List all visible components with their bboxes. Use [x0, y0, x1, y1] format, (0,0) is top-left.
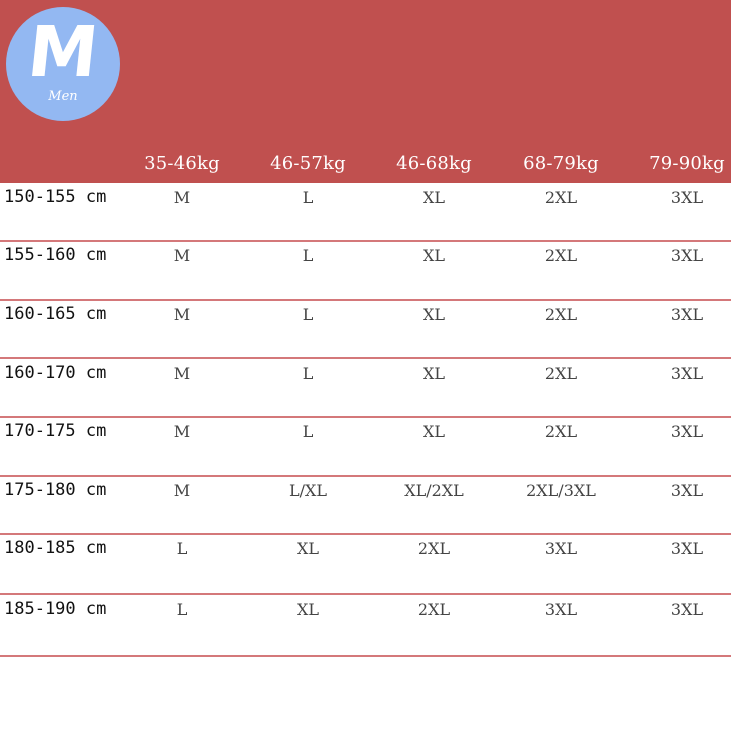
logo-subtitle: Men [48, 89, 78, 104]
size-cell: XL/2XL [404, 481, 464, 500]
size-cell: 2XL [544, 246, 578, 265]
size-cell: XL [296, 600, 319, 619]
row-height-label: 170-175 cm [4, 421, 107, 441]
size-cell: 2XL [544, 364, 578, 383]
size-cell: M [173, 422, 191, 441]
size-cell: 2XL [544, 305, 578, 324]
size-cell: L [176, 539, 188, 558]
size-cell: XL [422, 246, 445, 265]
size-cell: 3XL [670, 422, 704, 441]
row-divider [0, 299, 731, 301]
row-height-label: 155-160 cm [4, 245, 107, 265]
size-cell: 3XL [670, 481, 704, 500]
row-height-label: 185-190 cm [4, 599, 107, 619]
size-cell: M [173, 364, 191, 383]
size-cell: 3XL [544, 600, 578, 619]
size-cell: 3XL [670, 364, 704, 383]
size-cell: 3XL [670, 305, 704, 324]
size-cell: L [302, 364, 314, 383]
column-header: 79-90kg [649, 153, 725, 174]
brand-logo [6, 7, 120, 121]
size-cell: L [302, 305, 314, 324]
size-cell: M [173, 305, 191, 324]
row-divider [0, 240, 731, 242]
column-header: 68-79kg [523, 153, 599, 174]
row-height-label: 175-180 cm [4, 480, 107, 500]
size-cell: 2XL [417, 600, 451, 619]
row-height-label: 160-170 cm [4, 363, 107, 383]
size-cell: L/XL [288, 481, 328, 500]
size-cell: 3XL [670, 539, 704, 558]
size-cell: 3XL [670, 246, 704, 265]
logo-letter: M [23, 11, 103, 93]
size-cell: L [176, 600, 188, 619]
size-cell: XL [296, 539, 319, 558]
row-height-label: 180-185 cm [4, 538, 107, 558]
size-cell: 3XL [544, 539, 578, 558]
size-cell: XL [422, 188, 445, 207]
size-cell: L [302, 422, 314, 441]
column-header: 46-68kg [396, 153, 472, 174]
size-cell: M [173, 246, 191, 265]
size-cell: 2XL [544, 188, 578, 207]
column-header: 35-46kg [144, 153, 220, 174]
column-header: 46-57kg [270, 153, 346, 174]
row-height-label: 160-165 cm [4, 304, 107, 324]
size-cell: 3XL [670, 188, 704, 207]
row-divider [0, 593, 731, 595]
size-cell: M [173, 481, 191, 500]
size-cell: 2XL/3XL [526, 481, 596, 500]
size-cell: XL [422, 422, 445, 441]
row-divider [0, 533, 731, 535]
size-cell: 2XL [417, 539, 451, 558]
row-divider [0, 475, 731, 477]
size-cell: 3XL [670, 600, 704, 619]
row-divider [0, 655, 731, 657]
row-divider [0, 357, 731, 359]
size-cell: L [302, 188, 314, 207]
row-divider [0, 416, 731, 418]
row-height-label: 150-155 cm [4, 187, 107, 207]
size-cell: XL [422, 305, 445, 324]
size-cell: 2XL [544, 422, 578, 441]
size-cell: M [173, 188, 191, 207]
size-cell: XL [422, 364, 445, 383]
size-cell: L [302, 246, 314, 265]
